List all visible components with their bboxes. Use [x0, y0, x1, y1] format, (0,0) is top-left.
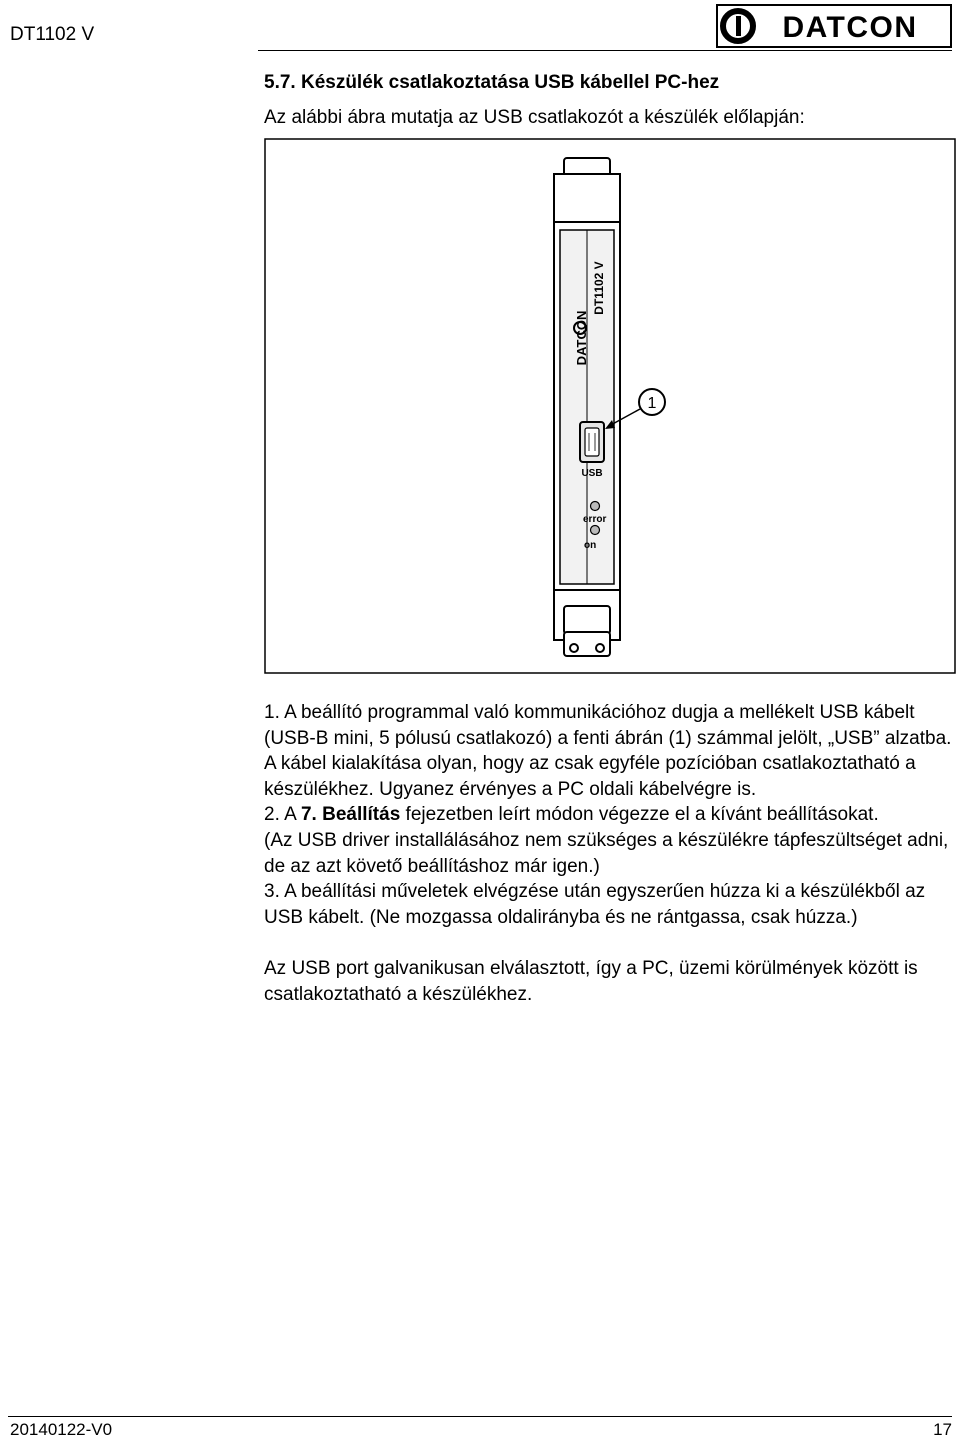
callout-number: 1: [647, 395, 657, 412]
top-terminal-block: [554, 158, 620, 224]
section-title: 5.7. Készülék csatlakoztatása USB kábellel PC-hez: [264, 72, 720, 93]
on-led: [591, 526, 600, 535]
device-model-label: DT1102 V: [592, 261, 606, 315]
bottom-terminal-block: [554, 590, 620, 656]
step-2-prefix: 2. A: [264, 804, 301, 826]
device-front-panel-figure: [264, 138, 956, 674]
body-text: [264, 700, 956, 1008]
step-3: 3. A beállítási műveletek elvégzése után egyszerűen húzza ki a készülékből az USB kábelt. (Ne mozgassa oldalirányba és ne rántgassa, csak húzza.): [264, 881, 926, 928]
header-divider: [258, 50, 952, 51]
on-led-label: on: [584, 540, 597, 551]
footer-page-number: 17: [933, 1420, 952, 1439]
error-led-label: error: [583, 514, 607, 525]
step-2: [264, 802, 956, 828]
usb-port: [580, 422, 604, 462]
error-led: [591, 502, 600, 511]
step-2-suffix: fejezetben leírt módon végezze el a kívánt beállításokat.: [400, 804, 879, 826]
closing-paragraph: Az USB port galvanikusan elválasztott, így a PC, üzemi körülmények között is csatlakoztatható a készülékhez.: [264, 958, 918, 1005]
footer-divider: [8, 1416, 952, 1417]
step-2-chapter-ref: 7. Beállítás: [300, 804, 401, 826]
device-brand-label: DATCON: [574, 310, 589, 366]
datcon-logo: [716, 4, 952, 48]
footer-version: 20140122-V0: [10, 1420, 113, 1439]
usb-port-label: USB: [581, 468, 603, 479]
section-intro: Az alábbi ábra mutatja az USB csatlakozót a készülék előlapján:: [264, 107, 805, 128]
header-doc-title: DT1102 V: [10, 24, 95, 45]
step-1: 1. A beállító programmal való kommunikációhoz dugja a mellékelt USB kábelt (USB-B mini, 5 pólusú csatlakozó) a fenti ábrán (1) számmal jelölt, „USB” alzatba. A kábel kialakítása olyan, hogy az csak egyféle pozícióban csatlakoztatható a készülékhez. Ugyanez érvényes a PC oldali kábelvégre is.: [264, 702, 952, 800]
logo-text: DATCON: [782, 11, 918, 44]
driver-note: (Az USB driver installálásához nem szükséges a készülékre tápfeszültséget adni, de az azt követő beállításhoz már igen.): [264, 829, 949, 877]
device-housing: [554, 222, 620, 592]
